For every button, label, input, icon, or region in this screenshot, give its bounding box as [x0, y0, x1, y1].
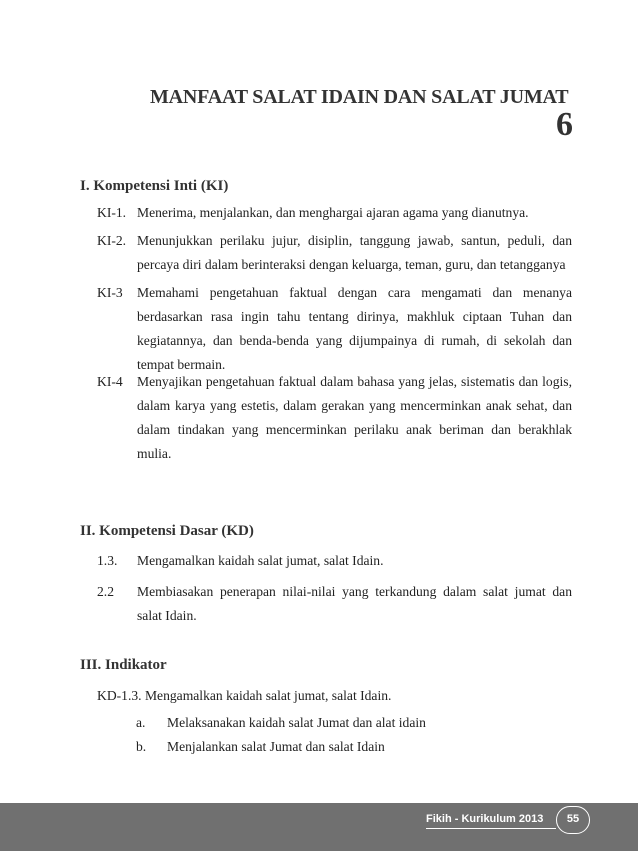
- subitem-marker: a.: [136, 715, 146, 730]
- ki-code: KI-1.: [97, 205, 127, 220]
- subitem-text: Menjalankan salat Jumat dan salat Idain: [167, 739, 385, 754]
- subitem-marker: b.: [136, 739, 147, 754]
- ki-text: Menunjukkan perilaku jujur, disiplin, tanggung jawab, santun, peduli, dan percaya diri dalam berinteraksi dengan keluarga, teman, guru, dan tetangganya: [137, 233, 572, 272]
- section-heading-indikator: III. Indikator: [80, 657, 167, 673]
- footer-divider: [426, 828, 556, 829]
- indikator-subitem: [136, 739, 385, 755]
- kd-code: 2.2: [97, 584, 114, 599]
- kd-text: Mengamalkan kaidah salat jumat, salat Idain.: [137, 553, 384, 568]
- ki-code: KI-4: [97, 374, 123, 389]
- kd-code: 1.3.: [97, 553, 118, 568]
- kd-item: [97, 549, 572, 573]
- ki-item: [97, 370, 572, 466]
- page-number-badge: 55: [556, 806, 590, 834]
- chapter-title: MANFAAT SALAT IDAIN DAN SALAT JUMAT: [150, 86, 569, 108]
- ki-item: [97, 201, 572, 225]
- subitem-text: Melaksanakan kaidah salat Jumat dan alat idain: [167, 715, 426, 730]
- section-heading-kd: II. Kompetensi Dasar (KD): [80, 523, 254, 539]
- ki-text: Menyajikan pengetahuan faktual dalam bahasa yang jelas, sistematis dan logis, dalam karya yang estetis, dalam gerakan yang mencerminkan anak sehat, dan dalam tindakan yang mencerminkan perilaku anak beriman dan berakhlak mulia.: [137, 374, 572, 461]
- ki-item: [97, 229, 572, 277]
- kd-text: Membiasakan penerapan nilai-nilai yang terkandung dalam salat jumat dan salat Idain.: [137, 584, 572, 623]
- ki-text: Menerima, menjalankan, dan menghargai ajaran agama yang dianutnya.: [137, 205, 529, 220]
- ki-text: Memahami pengetahuan faktual dengan cara mengamati dan menanya berdasarkan rasa ingin tahu tentang dirinya, makhluk ciptaan Tuhan dan kegiatannya, dan benda-benda yang dijumpainya di rumah, di sekolah dan tempat bermain.: [137, 285, 572, 372]
- kd-item: [97, 580, 572, 628]
- section-heading-ki: I. Kompetensi Inti (KI): [80, 178, 229, 194]
- chapter-number: 6: [556, 106, 573, 143]
- ki-item: [97, 281, 572, 377]
- footer-book-title: Fikih - Kurikulum 2013: [426, 813, 544, 825]
- indikator-kd-line: KD-1.3. Mengamalkan kaidah salat jumat, salat Idain.: [97, 688, 392, 703]
- footer-bar: [0, 803, 638, 851]
- indikator-subitem: [136, 715, 426, 731]
- ki-code: KI-2.: [97, 233, 127, 248]
- ki-code: KI-3: [97, 285, 123, 300]
